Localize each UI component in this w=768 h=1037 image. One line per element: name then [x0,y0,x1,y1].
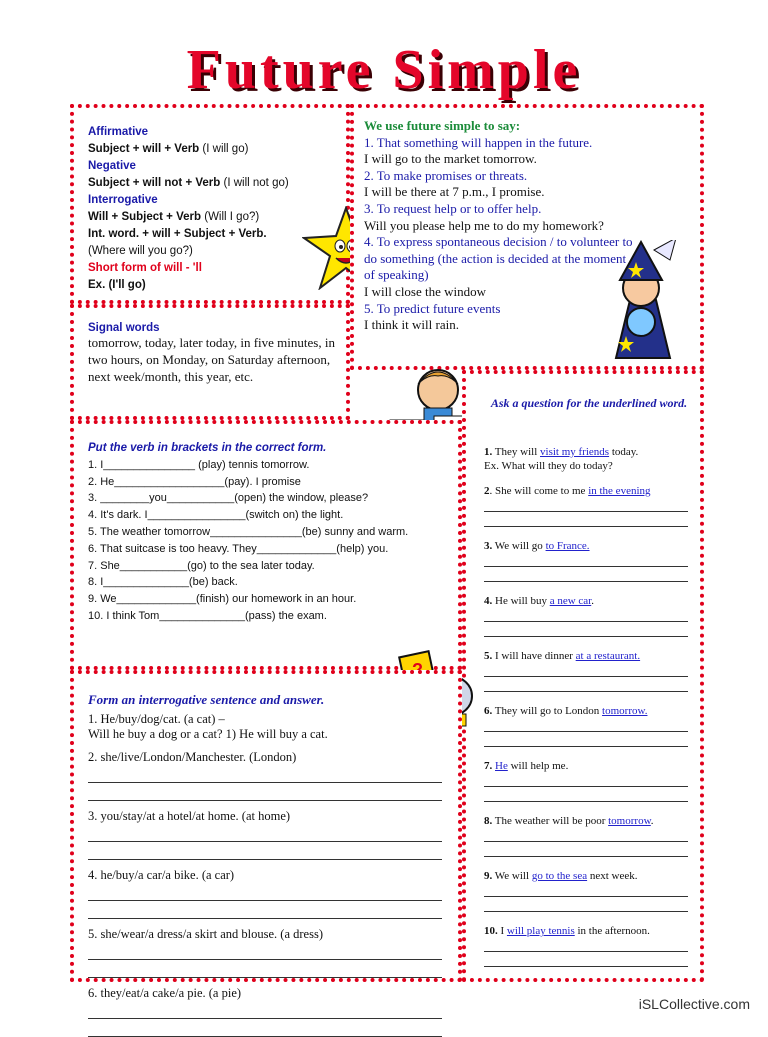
question-item [484,705,696,717]
answer-blank-line[interactable] [88,1022,442,1037]
answer-blank-line[interactable] [88,845,442,860]
short-form-example: Ex. (I'll go) [88,279,146,291]
exercise1-line: 9. We_____________(finish) our homework in an hour. [88,593,357,606]
answer-blank-line[interactable] [484,734,688,747]
use-example-4: I will close the window [364,283,487,299]
question-item [484,870,696,882]
footer-brand: iSLCollective.com [638,996,750,1012]
question-text: in the afternoon. [574,925,650,937]
question-number: 8. [484,815,493,827]
question-number: 5. [484,650,493,662]
question-item [484,650,696,662]
question-item [484,595,696,607]
exercise1-heading: Put the verb in brackets in the correct form. [88,442,327,454]
answer-blank-line[interactable] [484,884,688,897]
answer-blank-line[interactable] [88,886,442,901]
exercise2-answer: Will he buy a dog or a cat? 1) He will buy a cat. [88,727,328,741]
question-text: They will go to London [492,705,603,717]
underlined-word: go to the sea [531,870,588,882]
signal-label: Signal words [88,322,160,334]
underlined-word: a new car [549,595,592,607]
answer-blank-line[interactable] [484,719,688,732]
exercise1-line: 8. I______________(be) back. [88,576,238,589]
answer-blank-line[interactable] [88,1004,442,1019]
answer-blank-line[interactable] [484,844,688,857]
question-text: today. [609,446,639,458]
underlined-word: He [495,760,508,772]
underlined-word: tomorrow [608,815,651,827]
affirmative-label: Affirmative [88,126,149,138]
question-item [484,760,696,772]
example-answer: Ex. What will they do today? [484,460,613,472]
use-rule-1: 1. That something will happen in the future. [364,134,593,150]
exercise1-line: 10. I think Tom______________(pass) the exam. [88,609,327,622]
use-example-2: I will be there at 7 p.m., I promise. [364,184,545,200]
exercise2-prompt: 5. she/wear/a dress/a skirt and blouse. (a dress) [88,927,323,941]
exercise2-prompt: 1. He/buy/dog/cat. (a cat) – [88,712,225,726]
use-rule-2: 2. To make promises or threats. [364,167,528,183]
underlined-word: to France. [545,540,590,552]
int-word-rule: Int. word. + will + Subject + Verb. [88,228,267,240]
question-text: will help me. [507,760,569,772]
exercise1-line: 6. That suitcase is too heavy. They_____________(help) you. [88,542,389,555]
use-rule-4: 4. To express spontaneous decision / to volunteer to do something (the action is decided at the moment of speaking) [364,234,633,283]
use-example-1: I will go to the market tomorrow. [364,151,537,167]
answer-blank-line[interactable] [88,904,442,919]
question-text: They will [492,446,541,458]
question-text: We will [492,870,532,882]
question-text: I will have dinner [492,650,576,662]
answer-blank-line[interactable] [484,789,688,802]
answer-blank-line[interactable] [88,945,442,960]
answer-blank-line[interactable] [484,774,688,787]
verb-exercise-box [70,420,462,670]
answer-blank-line[interactable] [88,786,442,801]
exercise1-line: 5. The weather tomorrow_______________(be) sunny and warm. [88,525,409,538]
underlined-word: visit my friends [540,446,610,458]
underlined-word: tomorrow. [602,705,648,717]
exercise1-line: 2. He__________________(pay). I promise [88,475,301,488]
question-number: 7. [484,760,493,772]
question-number: 6. [484,705,493,717]
wizard-mascot-icon [596,240,686,360]
answer-blank-line[interactable] [484,679,688,692]
question-number: 9. [484,870,493,882]
use-example-5: I think it will rain. [364,317,459,333]
negative-label: Negative [88,160,136,172]
exercise1-line: 7. She___________(go) to the sea later today. [88,559,315,572]
exercise2-prompt: 6. they/eat/a cake/a pie. (a pie) [88,986,242,1000]
exercise2-prompt: 2. she/live/London/Manchester. (London) [88,750,297,764]
use-rule-5: 5. To predict future events [364,300,501,316]
exercise3-heading: Ask a question for the underlined word. [490,396,688,410]
interrogative-label: Interrogative [88,194,158,206]
int-word-example: (Where will you go?) [88,245,193,257]
answer-blank-line[interactable] [484,624,688,637]
affirmative-rule-line: Subject + will + Verb (I will go) [88,143,249,155]
answer-blank-line[interactable] [484,554,688,567]
answer-blank-line[interactable] [484,514,688,527]
question-item [484,925,696,937]
exercise2-heading: Form an interrogative sentence and answer. [88,692,325,707]
answer-blank-line[interactable] [484,899,688,912]
answer-blank-line[interactable] [484,609,688,622]
question-number: 1. [484,446,493,458]
answer-blank-line[interactable] [484,954,688,967]
negative-rule-line: Subject + will not + Verb (I will not go) [88,177,289,189]
answer-blank-line[interactable] [484,664,688,677]
question-number: 4. [484,595,493,607]
answer-blank-line[interactable] [88,963,442,978]
interrogative-exercise-box [70,670,462,1000]
question-number: 10. [484,925,498,937]
question-text: . [591,595,594,607]
question-text: He will buy [492,595,550,607]
question-item [484,446,696,458]
exercise1-line: 3. ________you___________(open) the window, please? [88,492,369,505]
question-text: I [497,925,507,937]
use-example-3: Will you please help me to do my homework? [364,217,604,233]
exercise2-prompt: 3. you/stay/at a hotel/at home. (at home) [88,809,291,823]
question-item [484,540,696,552]
answer-blank-line[interactable] [88,827,442,842]
answer-blank-line[interactable] [88,768,442,783]
underlined-question-box [462,370,704,982]
underlined-word: at a restaurant. [575,650,641,662]
answer-blank-line[interactable] [484,569,688,582]
question-text: next week. [587,870,638,882]
use-rule-3: 3. To request help or to offer help. [364,200,542,216]
exercise1-line: 4. It's dark. I________________(switch on) the light. [88,509,344,522]
question-text: . She will come to me [489,485,589,497]
interrogative-rule-line: Will + Subject + Verb (Will I go?) [88,211,260,223]
question-item [484,815,696,827]
exercise1-line: 1. I_______________ (play) tennis tomorrow. [88,458,310,471]
question-item [484,485,696,497]
short-form-label: Short form of will - 'll [88,262,202,274]
uses-heading: We use future simple to say: [364,118,521,133]
signal-words-box [70,304,350,420]
answer-blank-line[interactable] [484,939,688,952]
signal-text: tomorrow, today, later today, in five minutes, in two hours, on Monday, on Saturday afternoon, next week/month, this year, etc. [88,335,335,384]
question-text: We will go [492,540,546,552]
underlined-word: in the evening [588,485,651,497]
question-text: The weather will be poor [492,815,609,827]
page-title: Future Simple [186,39,582,101]
answer-blank-line[interactable] [484,499,688,512]
exercise2-prompt: 4. he/buy/a car/a bike. (a car) [88,868,235,882]
answer-blank-line[interactable] [484,829,688,842]
question-number: 2 [484,485,490,497]
question-number: 3. [484,540,493,552]
underlined-word: will play tennis [506,925,575,937]
question-text: . [650,815,654,827]
